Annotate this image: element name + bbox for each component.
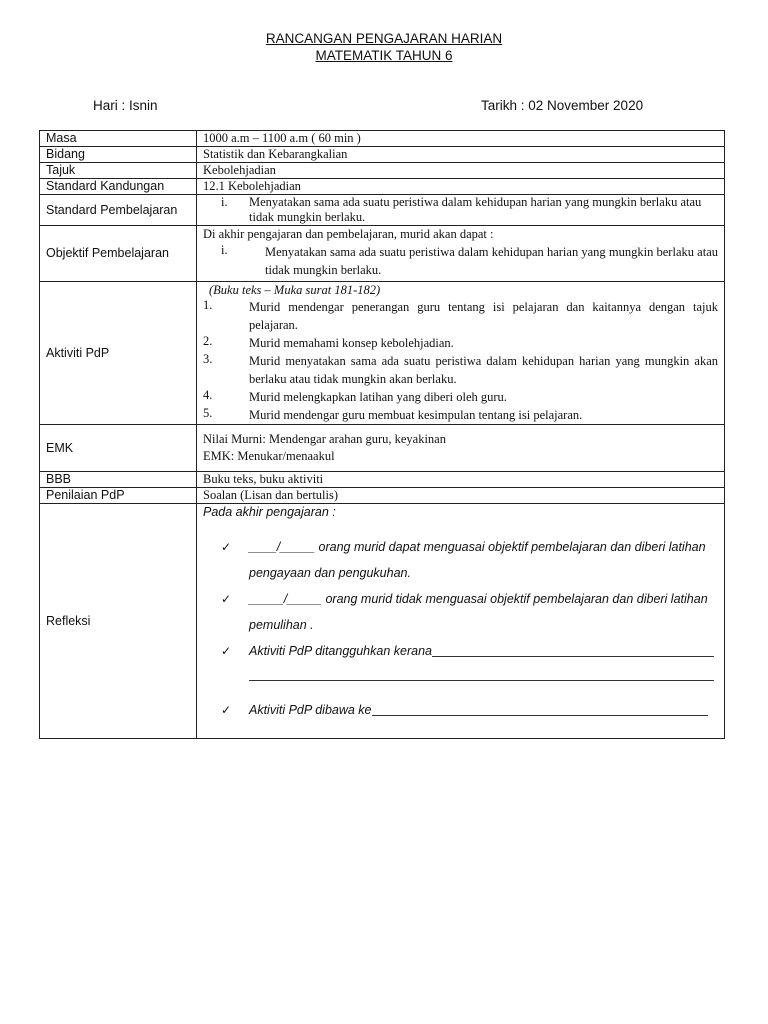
check-icon: ✓ — [221, 644, 232, 658]
label-emk: EMK — [40, 425, 197, 472]
row-bidang — [40, 147, 725, 163]
check-icon: ✓ — [221, 592, 232, 606]
refleksi-intro: Pada akhir pengajaran : — [203, 505, 336, 519]
sp-number: i. — [221, 195, 228, 209]
label-bbb: BBB — [40, 472, 197, 488]
list-item: 3. Murid menyatakan sama ada suatu peristiwa dalam kehidupan harian yang mungkin akan berlaku atau tidak mungkin akan berlaku. — [203, 352, 718, 386]
lesson-plan-table — [39, 130, 725, 739]
list-item: 1. Murid mendengar penerangan guru tentang isi pelajaran dan kaitannya dengan tajuk pelajaran. — [203, 298, 718, 332]
check-icon: ✓ — [221, 540, 232, 554]
label-objektif: Objektif Pembelajaran — [40, 226, 197, 282]
label-standard-kandungan: Standard Kandungan — [40, 179, 197, 195]
value-masa: 1000 a.m – 1100 a.m ( 60 min ) — [197, 131, 725, 147]
row-standard-kandungan — [40, 179, 725, 195]
hari-field: Hari : Isnin — [93, 98, 158, 113]
emk-line1: Nilai Murni: Mendengar arahan guru, keyakinan — [203, 432, 446, 446]
list-item: 2. Murid memahami konsep kebolehjadian. — [203, 334, 454, 350]
row-aktiviti — [40, 282, 725, 425]
label-masa: Masa — [40, 131, 197, 147]
label-standard-pembelajaran: Standard Pembelajaran — [40, 195, 197, 226]
list-item: ✓ _____/_____ orang murid tidak menguasai objektif pembelajaran dan diberi latihan pemulihan . — [221, 586, 718, 638]
aktiviti-reference: (Buku teks – Muka surat 181-182) — [209, 283, 381, 297]
value-bidang: Statistik dan Kebarangkalian — [197, 147, 725, 163]
value-penilaian: Soalan (Lisan dan bertulis) — [197, 488, 725, 504]
label-refleksi: Refleksi — [40, 504, 197, 739]
check-icon: ✓ — [221, 703, 232, 717]
tarikh-field: Tarikh : 02 November 2020 — [481, 98, 644, 113]
list-item: ✓ ____/_____ orang murid dapat menguasai objektif pembelajaran dan diberi latihan pengayaan dan pengukuhan. — [221, 534, 718, 586]
objektif-text: Menyatakan sama ada suatu peristiwa dalam kehidupan harian yang mungkin berlaku atau tidak mungkin berlaku. — [265, 245, 718, 277]
label-penilaian: Penilaian PdP — [40, 488, 197, 504]
value-emk — [197, 425, 725, 472]
list-item: 5. Murid mendengar guru membuat kesimpulan tentang isi pelajaran. — [203, 406, 583, 422]
label-bidang: Bidang — [40, 147, 197, 163]
row-tajuk — [40, 163, 725, 179]
list-item: 4. Murid melengkapkan latihan yang diberi oleh guru. — [203, 388, 507, 404]
value-bbb: Buku teks, buku aktiviti — [197, 472, 725, 488]
row-refleksi — [40, 504, 725, 739]
list-item: ✓ Aktiviti PdP dibawa ke — [221, 697, 718, 723]
value-standard-kandungan: 12.1 Kebolehjadian — [197, 179, 725, 195]
sp-text: Menyatakan sama ada suatu peristiwa dalam kehidupan harian yang mungkin berlaku atau tidak mungkin berlaku. — [249, 195, 702, 224]
row-emk — [40, 425, 725, 472]
row-objektif — [40, 226, 725, 282]
objektif-number: i. — [221, 243, 228, 257]
doc-title-line2: MATEMATIK TAHUN 6 — [315, 48, 453, 63]
list-item: ✓ Aktiviti PdP ditangguhkan kerana — [221, 638, 718, 681]
blank-line[interactable] — [432, 644, 714, 657]
value-objektif — [197, 226, 725, 282]
value-standard-pembelajaran — [197, 195, 725, 226]
row-masa — [40, 131, 725, 147]
emk-line2: EMK: Menukar/menaakul — [203, 449, 335, 463]
row-standard-pembelajaran — [40, 195, 725, 226]
aktiviti-list — [203, 298, 718, 424]
row-penilaian — [40, 488, 725, 504]
label-tajuk: Tajuk — [40, 163, 197, 179]
value-tajuk: Kebolehjadian — [197, 163, 725, 179]
row-bbb — [40, 472, 725, 488]
value-refleksi — [197, 504, 725, 739]
doc-title-line1: RANCANGAN PENGAJARAN HARIAN — [265, 31, 503, 46]
objektif-intro: Di akhir pengajaran dan pembelajaran, murid akan dapat : — [203, 227, 494, 241]
value-aktiviti — [197, 282, 725, 425]
label-aktiviti: Aktiviti PdP — [40, 282, 197, 425]
blank-line[interactable] — [249, 668, 714, 681]
blank-line[interactable] — [372, 703, 708, 716]
